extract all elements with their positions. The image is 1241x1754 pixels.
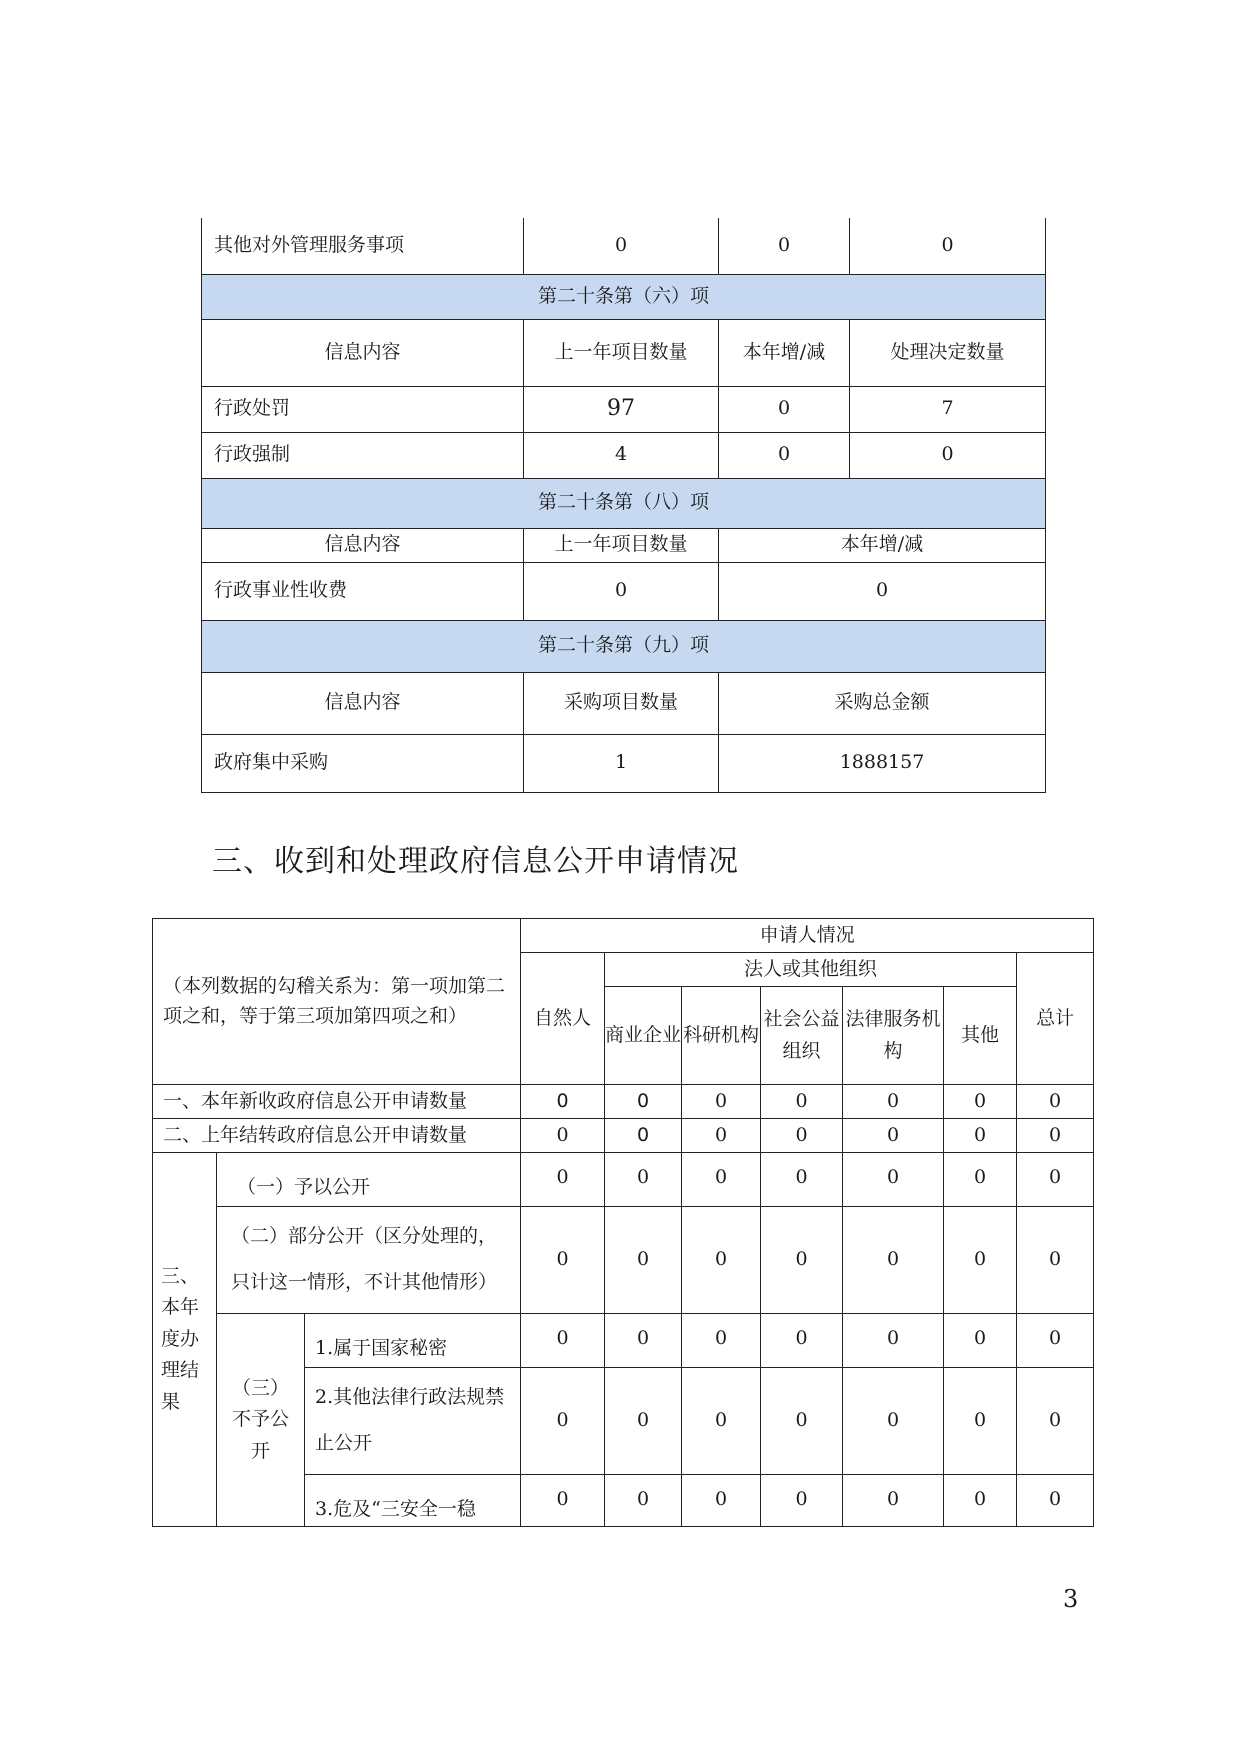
cell-value: 0 [521,1153,605,1207]
cell-value: 0 [521,1119,605,1153]
cell-value: 0 [524,562,719,620]
row-label: 政府集中采购 [202,734,524,792]
table-row [202,562,1046,620]
cell-value: 1888157 [719,734,1046,792]
cell-value: 0 [843,1368,944,1475]
cell-value: 0 [521,1475,605,1527]
table-row [153,1085,1094,1119]
result-label: 三、本年度办理结果 [153,1153,217,1527]
table-row [153,1207,1094,1314]
cell-value: 0 [944,1475,1017,1527]
table-row [153,1119,1094,1153]
column-header: 采购总金额 [719,672,1046,734]
cell-value: 0 [521,1368,605,1475]
cell-value: 1 [524,734,719,792]
cell-value: 0 [682,1085,761,1119]
cell-value: 0 [944,1119,1017,1153]
cell-value: 0 [682,1368,761,1475]
row-label: 2.其他法律行政法规禁止公开 [305,1368,521,1475]
row-label: 一、本年新收政府信息公开申请数量 [153,1085,521,1119]
cell-value: 7 [850,386,1046,432]
cell-value: 0 [944,1314,1017,1368]
cell-value: 0 [682,1475,761,1527]
legal-org-header: 法人或其他组织 [605,953,1017,987]
column-header: 上一年项目数量 [524,319,719,386]
cell-value: 4 [524,432,719,478]
cell-value: 0 [719,432,850,478]
cell-value: 0 [850,218,1046,274]
cell-value: 0 [682,1153,761,1207]
cell-value: 0 [1017,1119,1094,1153]
org-header-welfare: 社会公益组织 [761,987,843,1085]
column-header: 采购项目数量 [524,672,719,734]
cell-value: 0 [682,1314,761,1368]
cell-value: 0 [719,386,850,432]
cell-value: 0 [682,1207,761,1314]
cell-value: 0 [944,1085,1017,1119]
column-header: 本年增/减 [719,319,850,386]
org-header-business: 商业企业 [605,987,682,1085]
column-header: 信息内容 [202,319,524,386]
cell-value: 0 [605,1153,682,1207]
column-header: 上一年项目数量 [524,528,719,562]
cell-value: 0 [521,1207,605,1314]
cell-value: 0 [1017,1153,1094,1207]
row-label: 二、上年结转政府信息公开申请数量 [153,1119,521,1153]
application-stats-table [152,918,1094,1527]
cell-value: 0 [1017,1207,1094,1314]
cell-value: 0 [843,1119,944,1153]
cell-value: 0 [605,1085,682,1119]
row-label: 行政处罚 [202,386,524,432]
header-row [153,919,1094,953]
table-row [202,734,1046,792]
page-number: 3 [1063,1585,1079,1613]
row-label: 3.危及“三安全一稳 [305,1475,521,1527]
column-header: 信息内容 [202,672,524,734]
cell-value: 0 [761,1153,843,1207]
cell-value: 0 [761,1085,843,1119]
table-row [153,1153,1094,1207]
corner-note: （本列数据的勾稽关系为：第一项加第二项之和，等于第三项加第四项之和） [153,919,521,1085]
section-header-row [202,478,1046,528]
section-title: 第二十条第（六）项 [202,274,1046,319]
total-header: 总计 [1017,953,1094,1085]
cell-value: 0 [719,562,1046,620]
cell-value: 0 [761,1119,843,1153]
row-label: 行政事业性收费 [202,562,524,620]
cell-value: 0 [843,1153,944,1207]
cell-value: 0 [605,1119,682,1153]
cell-value: 0 [1017,1368,1094,1475]
cell-value: 0 [719,218,850,274]
section-header-row [202,274,1046,319]
cell-value: 0 [1017,1475,1094,1527]
row-label: （二）部分公开（区分处理的，只计这一情形，不计其他情形） [217,1207,521,1314]
cell-value: 0 [1017,1085,1094,1119]
column-header: 信息内容 [202,528,524,562]
cell-value: 0 [843,1314,944,1368]
cell-value: 0 [521,1085,605,1119]
header-row [202,319,1046,386]
cell-value: 0 [761,1207,843,1314]
cell-value: 0 [605,1207,682,1314]
cell-value: 0 [761,1368,843,1475]
cell-value: 0 [524,218,719,274]
cell-value: 0 [521,1314,605,1368]
cell-value: 0 [944,1153,1017,1207]
column-header: 本年增/减 [719,528,1046,562]
row-label: 其他对外管理服务事项 [202,218,524,274]
table-row [202,386,1046,432]
cell-value: 0 [761,1475,843,1527]
cell-value: 0 [944,1207,1017,1314]
cell-value: 0 [944,1368,1017,1475]
table-row [202,218,1046,274]
admin-items-table [201,218,1046,793]
cell-value: 0 [843,1085,944,1119]
cell-value: 0 [761,1314,843,1368]
applicant-header: 申请人情况 [521,919,1094,953]
row-label: 1.属于国家秘密 [305,1314,521,1368]
cell-value: 0 [605,1475,682,1527]
row-label: （一）予以公开 [217,1153,521,1207]
section-heading: 三、收到和处理政府信息公开申请情况 [212,844,739,879]
org-header-other: 其他 [944,987,1017,1085]
org-header-research: 科研机构 [682,987,761,1085]
cell-value: 0 [605,1368,682,1475]
cell-value: 0 [1017,1314,1094,1368]
row-label: 行政强制 [202,432,524,478]
cell-value: 97 [524,386,719,432]
cell-value: 0 [605,1314,682,1368]
header-row [202,528,1046,562]
header-row [202,672,1046,734]
section-title: 第二十条第（八）项 [202,478,1046,528]
org-header-legal: 法律服务机构 [843,987,944,1085]
table-row [202,432,1046,478]
section-title: 第二十条第（九）项 [202,620,1046,672]
cell-value: 0 [843,1207,944,1314]
not-open-label: （三）不予公开 [217,1314,305,1527]
table-row [153,1314,1094,1368]
section-header-row [202,620,1046,672]
cell-value: 0 [682,1119,761,1153]
column-header: 处理决定数量 [850,319,1046,386]
cell-value: 0 [850,432,1046,478]
natural-person-header: 自然人 [521,953,605,1085]
cell-value: 0 [843,1475,944,1527]
